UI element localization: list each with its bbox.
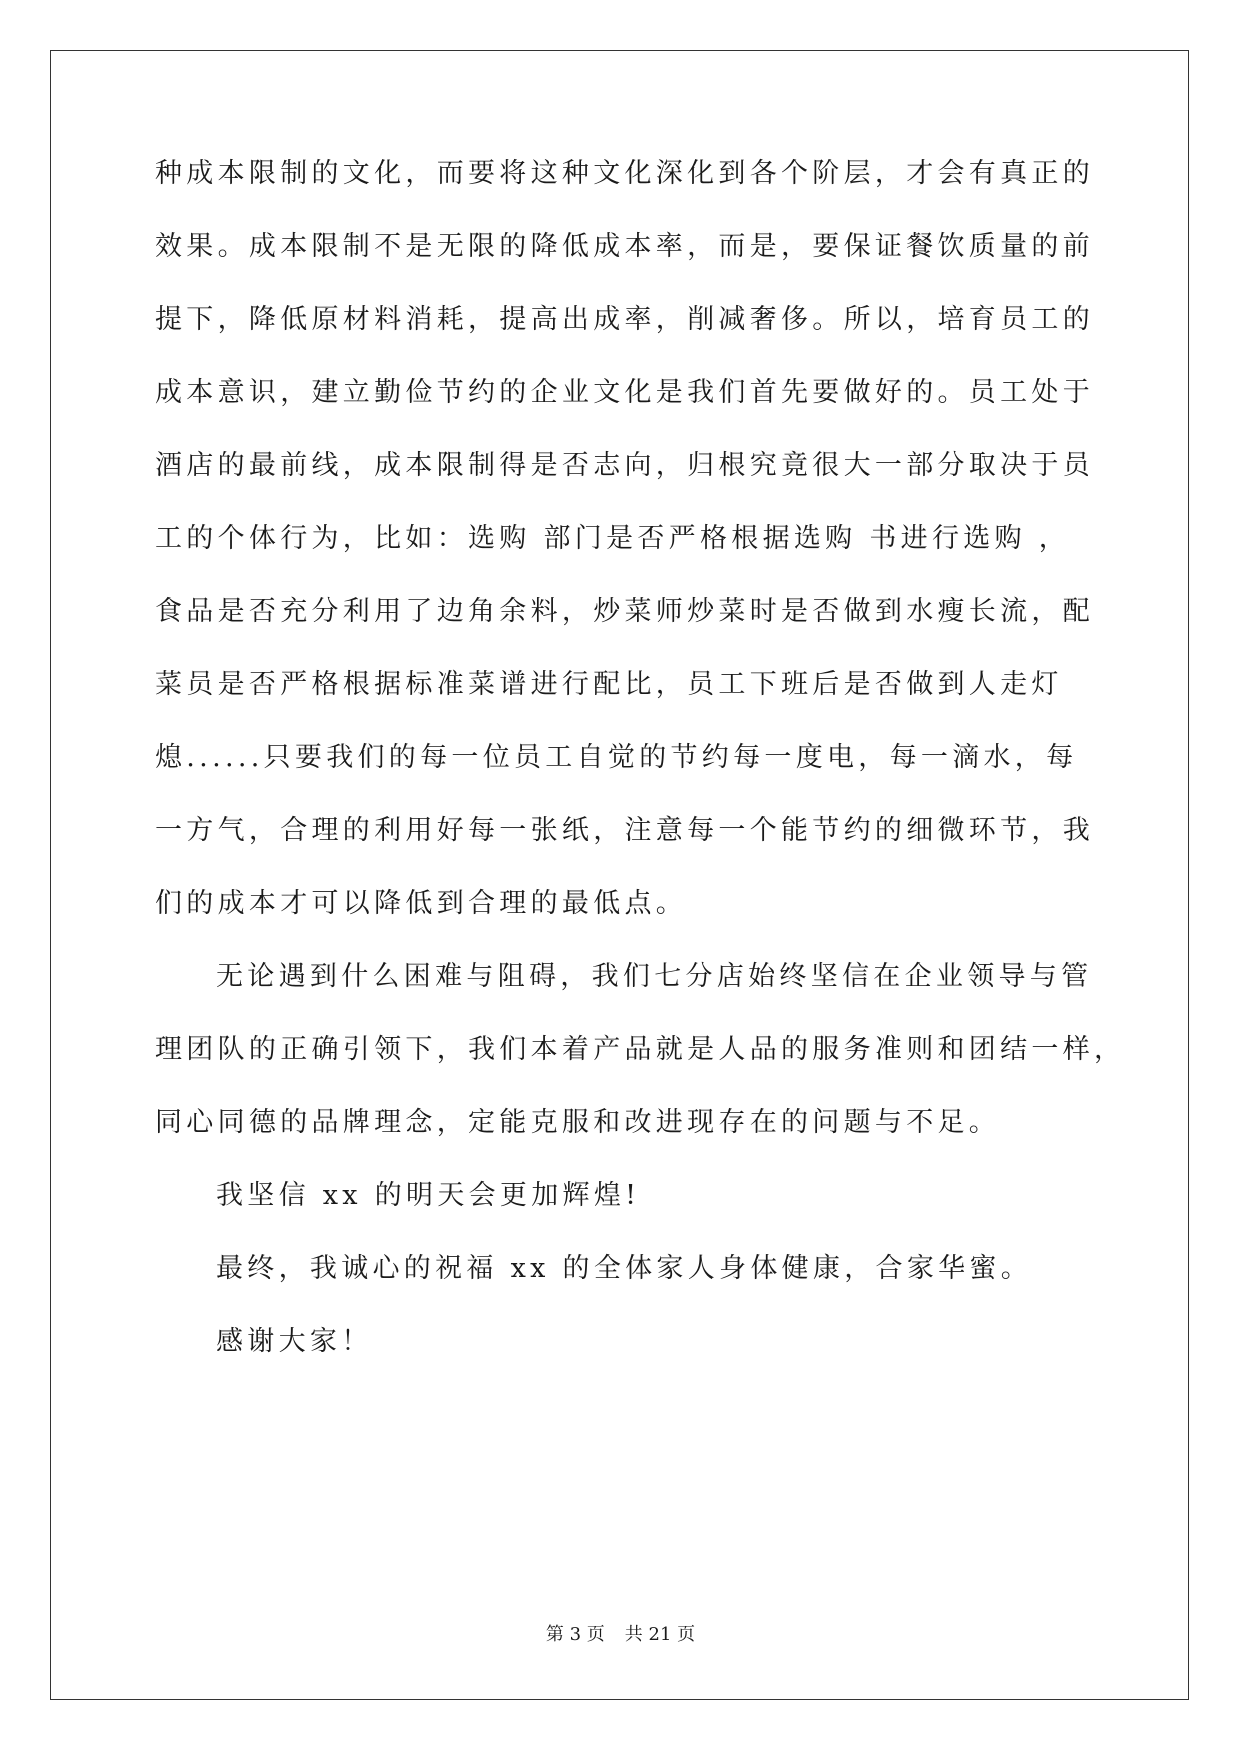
paragraph-first-line: 最终，我诚心的祝福 xx 的全体家人身体健康，合家华蜜。 <box>216 1253 1033 1284</box>
paragraph-first-line: 我坚信 xx 的明天会更加辉煌! <box>216 1180 641 1211</box>
text-line: 食品是否充分利用了边角余料，炒菜师炒菜时是否做到水瘦长流，配 <box>155 596 1094 627</box>
paragraph-first-line: 感谢大家！ <box>216 1326 373 1357</box>
text-line: 成本意识，建立勤俭节约的企业文化是我们首先要做好的。员工处于 <box>155 377 1094 408</box>
paragraph-first-line: 无论遇到什么困难与阻碍，我们七分店始终坚信在企业领导与管 <box>216 961 1093 992</box>
page-total: 共 21 页 <box>624 1624 696 1645</box>
text-line: 提下，降低原材料消耗，提高出成率，削减奢侈。所以，培育员工的 <box>155 304 1094 335</box>
text-line: 工的个体行为，比如：选购 部门是否严格根据选购 书进行选购 ， <box>155 523 1071 554</box>
text-line: 熄......只要我们的每一位员工自觉的节约每一度电，每一滴水，每 <box>155 742 1078 773</box>
text-line: 种成本限制的文化，而要将这种文化深化到各个阶层，才会有真正的 <box>155 158 1094 189</box>
page-footer <box>0 1624 1241 1646</box>
text-line: 菜员是否严格根据标准菜谱进行配比，员工下班后是否做到人走灯 <box>155 669 1063 700</box>
text-line: 酒店的最前线，成本限制得是否志向，归根究竟很大一部分取决于员 <box>155 450 1094 481</box>
text-line: 们的成本才可以降低到合理的最低点。 <box>155 888 688 919</box>
text-line: 理团队的正确引领下，我们本着产品就是人品的服务准则和团结一样， <box>155 1034 1126 1065</box>
text-line: 一方气，合理的利用好每一张纸，注意每一个能节约的细微环节，我 <box>155 815 1094 846</box>
page-number: 第 3 页 <box>545 1624 605 1645</box>
text-line: 效果。成本限制不是无限的降低成本率，而是，要保证餐饮质量的前 <box>155 231 1094 262</box>
page-border <box>50 50 1189 1700</box>
text-line: 同心同德的品牌理念，定能克服和改进现存在的问题与不足。 <box>155 1107 1001 1138</box>
